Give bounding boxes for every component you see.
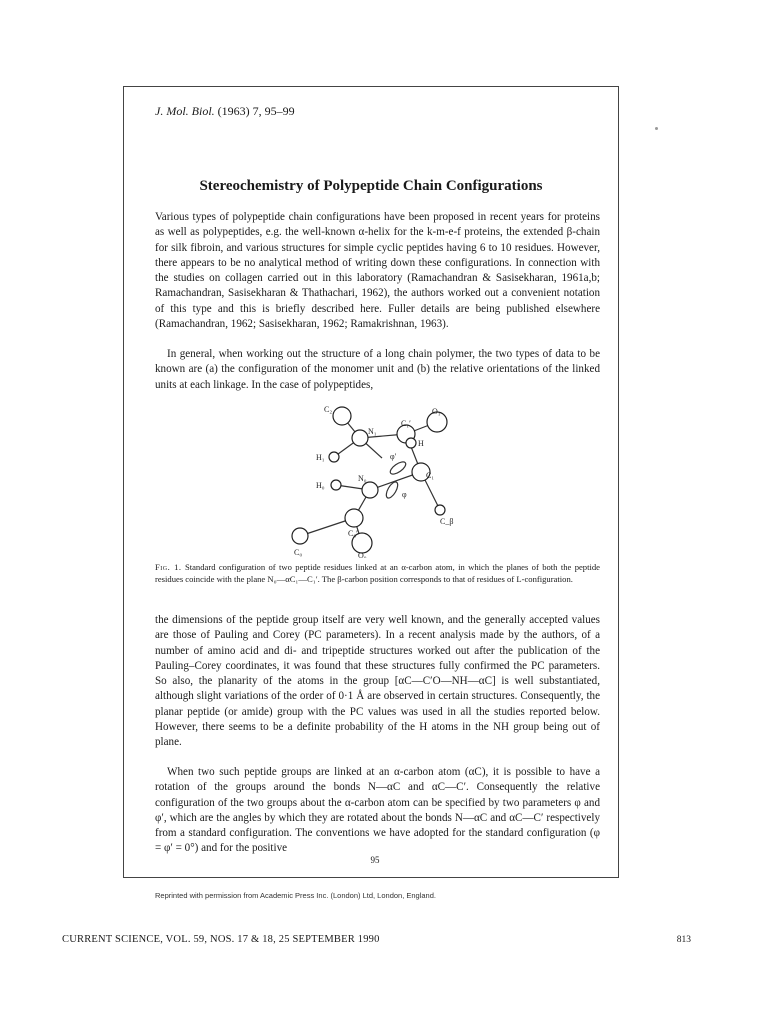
journal-footer: CURRENT SCIENCE, VOL. 59, NOS. 17 & 18, 25 SEPTEMBER 1990 — [62, 934, 380, 945]
article-title: Stereochemistry of Polypeptide Chain Configurations — [199, 178, 543, 194]
label-h1: H₁ — [316, 453, 325, 462]
peptide-configuration-diagram — [280, 398, 480, 558]
label-cb: C_β — [440, 517, 454, 526]
atom-h0 — [331, 480, 341, 490]
label-o0: O₀ — [358, 551, 367, 558]
label-c1p: C₁′ — [401, 419, 411, 428]
scan-speck — [655, 127, 658, 130]
label-phi: φ — [402, 490, 407, 499]
figure-caption-text: Standard configuration of two peptide residues linked at an α-carbon atom, in which the planes of both the peptide residues coincide with the plane N₀—αC₁—C₁′. The β-carbon position corresponds to that of residues of L-configuration. — [155, 562, 600, 584]
label-n1: N₁ — [368, 427, 377, 436]
rotation-arrow-phi-prime — [388, 460, 407, 477]
label-n0: N₀ — [358, 474, 367, 483]
journal-reference — [155, 104, 295, 119]
paragraph-intro: Various types of polypeptide chain configurations have been proposed in recent years for proteins as well as polypeptides, e.g. the well-known α-helix for the k-m-e-f proteins, the extended β-chain for silk fibroin, and various structures for simple cyclic peptides having 6 to 10 residues. However, there appears to be no analytical method of writing down these configurations. In connection with the studies on collagen carried out in this laboratory (Ramachandran & Sasisekharan, 1961a,b; Ramachandran, Sasisekharan & Thathachari, 1962), the authors worked out a convenient notation of this type and this is briefly described here. Fuller details are being published elsewhere (Ramachandran, 1962; Sasisekharan, 1962; Ramakrishnan, 1963). — [155, 211, 600, 331]
atom-c0p — [345, 509, 363, 527]
atom-n0 — [362, 482, 378, 498]
figure-caption — [155, 562, 600, 585]
journal-name: J. Mol. Biol. — [155, 104, 215, 118]
label-h0: H₀ — [316, 481, 325, 490]
journal-page-number: 813 — [676, 935, 691, 945]
rotation-arrow-phi — [384, 480, 400, 500]
label-c0p: C₀′ — [348, 529, 358, 538]
atom-c2 — [333, 407, 351, 425]
molecular-figure — [280, 398, 480, 558]
label-phi-prime: φ′ — [390, 452, 397, 461]
atom-n1 — [352, 430, 368, 446]
atom-c0 — [292, 528, 308, 544]
label-c1: C₁ — [426, 471, 435, 480]
atom-h — [406, 438, 416, 448]
paragraph-peptide-dimensions: the dimensions of the peptide group itself are very well known, and the generally accepted values are those of Pauling and Corey (PC parameters). In a recent analysis made by the authors, of a number of amino acid and di- and tripeptide structures worked out after the publication of the Pauling–Corey coordinates, it was found that these structures fully confirmed the PC parameters. So also, the planarity of the atoms in the group [αC—C′O—NH—αC] is well substantiated, although slight variations of the order of 0·1 Å are observed in certain structures. Consequently, the planar peptide (or amide) group with the PC values was used in all the studies reported below. However, there seems to be a definite probability of the H atoms in the NH group being out of plane. — [155, 614, 600, 749]
figure-caption-label: Fig. 1. — [155, 562, 182, 572]
label-h: H — [418, 439, 424, 448]
paragraph-general: In general, when working out the structure of a long chain polymer, the two types of data to be known are (a) the configuration of the monomer unit and (b) the relative orientations of the linked units at each linkage. In the case of polypeptides, — [155, 348, 600, 391]
page-number: 95 — [370, 855, 380, 865]
label-o1: O₁ — [432, 407, 441, 416]
label-c0: C₀ — [294, 548, 303, 557]
atom-cb — [435, 505, 445, 515]
atom-h1 — [329, 452, 339, 462]
reprint-note: Reprinted with permission from Academic Press Inc. (London) Ltd, London, England. — [155, 891, 436, 900]
journal-volume-pages: (1963) 7, 95–99 — [214, 104, 295, 118]
paragraph-rotation: When two such peptide groups are linked at an α-carbon atom (αC), it is possible to have a rotation of the groups around the bonds N—αC and αC—C′. Consequently the relative configuration of the two groups about the α-carbon atom can be specified by two parameters φ and φ′, which are the angles by which they are rotated about the bonds N—αC and αC—C′ respectively from a standard configuration. The conventions we have adopted for the standard configuration (φ = φ′ = 0°) and for the positive — [155, 766, 600, 855]
label-c2: C₂ — [324, 405, 333, 414]
